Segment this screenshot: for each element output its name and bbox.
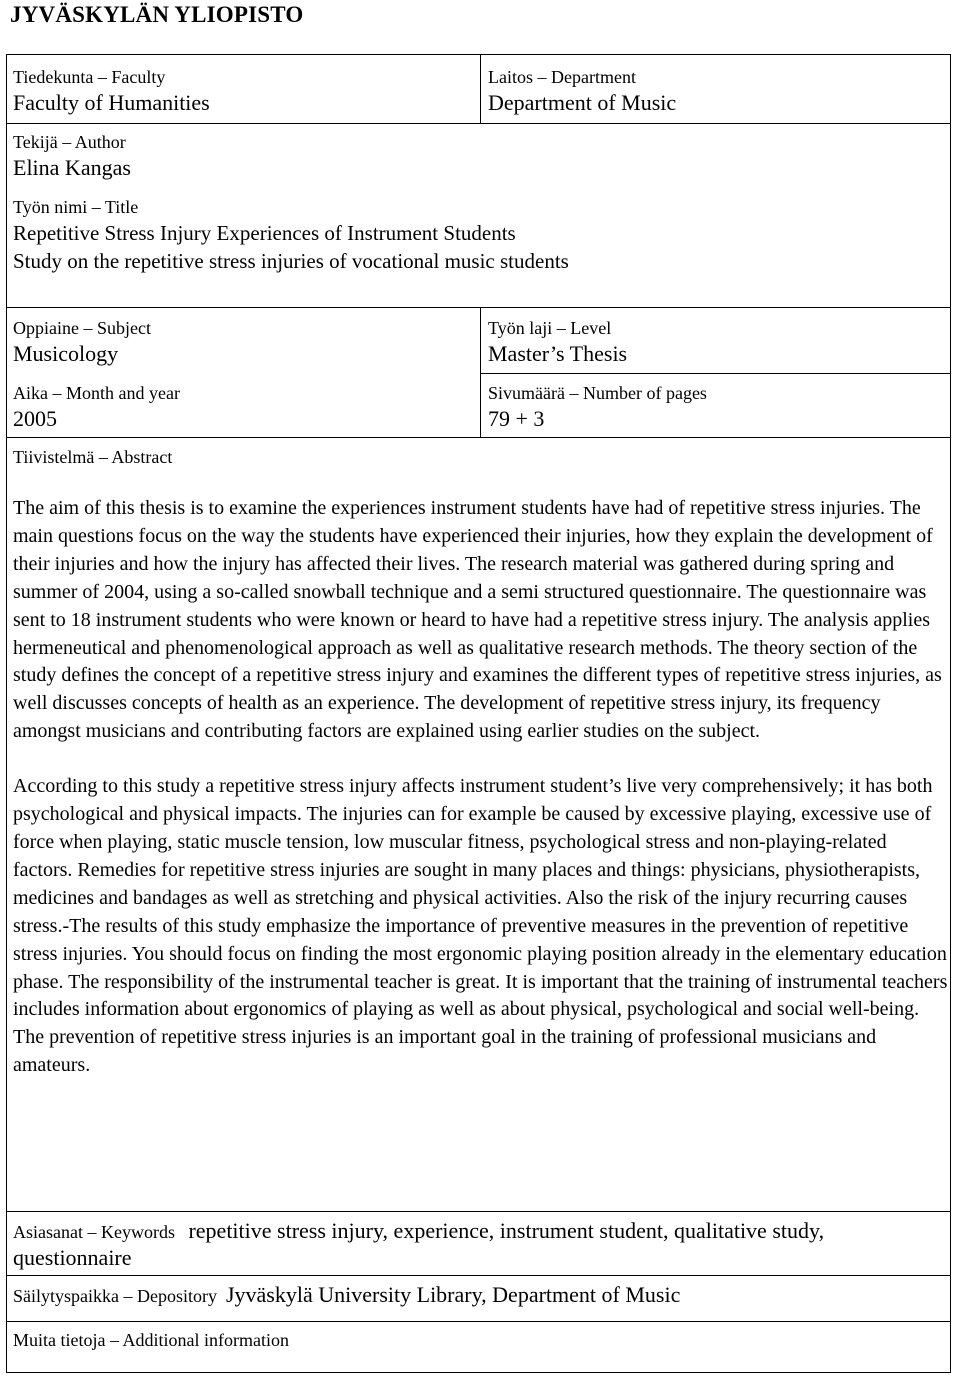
department-label: Laitos – Department	[488, 67, 636, 87]
date-label: Aika – Month and year	[13, 383, 180, 403]
keywords-label: Asiasanat – Keywords	[13, 1222, 175, 1242]
abstract-label: Tiivistelmä – Abstract	[13, 447, 173, 467]
rule-after-title	[7, 307, 950, 308]
author-value: Elina Kangas	[13, 155, 131, 180]
title-label: Työn nimi – Title	[13, 197, 139, 217]
department-value: Department of Music	[488, 90, 677, 115]
rule-after-depository	[7, 1321, 950, 1322]
pages-label: Sivumäärä – Number of pages	[488, 383, 707, 403]
subject-value: Musicology	[13, 341, 119, 366]
depository-value: Jyväskylä University Library, Department of Music	[225, 1282, 681, 1307]
divider-faculty-department	[480, 55, 481, 123]
thesis-abstract-form	[6, 54, 951, 1373]
divider-subject-level	[480, 307, 481, 437]
rule-after-date	[7, 437, 950, 438]
additional-info-label: Muita tietoja – Additional information	[13, 1330, 289, 1350]
level-value: Master’s Thesis	[488, 341, 628, 366]
subject-label: Oppiaine – Subject	[13, 318, 151, 338]
rule-after-faculty	[7, 123, 950, 124]
title-line-2: Study on the repetitive stress injuries of vocational music students	[13, 249, 569, 273]
date-value: 2005	[13, 406, 57, 431]
faculty-value: Faculty of Humanities	[13, 90, 210, 115]
pages-value: 79 + 3	[488, 406, 545, 431]
depository-label: Säilytyspaikka – Depository	[13, 1286, 217, 1306]
abstract-body	[13, 495, 951, 1080]
thesis-title	[13, 219, 569, 275]
faculty-label: Tiedekunta – Faculty	[13, 67, 166, 87]
rule-after-abstract	[7, 1211, 950, 1212]
keywords-value: repetitive stress injury, experience, instrument student, qualitative study, questionnaire	[13, 1218, 825, 1270]
keywords-row	[13, 1218, 948, 1272]
abstract-paragraph-2: According to this study a repetitive stress injury affects instrument student’s live very comprehensively; it has both psychological and physical impacts. The injuries can for example be caused by excessive playing, excessive use of force when playing, static muscle tension, low muscular fitness, psychological stress and non-playing-related factors. Remedies for repetitive stress injuries are sought in many places and things: physicians, physiotherapists, medicines and bandages as well as stretching and physical activities. Also the risk of the injury recurring causes stress.-The results of this study emphasize the importance of preventive measures in the prevention of repetitive stress injuries. You should focus on finding the most ergonomic playing position already in the elementary education phase. The responsibility of the instrumental teacher is great. It is important that the training of instrumental teachers includes information about ergonomics of playing as well as about physical, psychological and social well-being. The prevention of repetitive stress injuries is an important goal in the training of professional musicians and amateurs.	[13, 775, 948, 1077]
title-line-1: Repetitive Stress Injury Experiences of Instrument Students	[13, 221, 516, 245]
abstract-paragraph-1: The aim of this thesis is to examine the experiences instrument students have had of repetitive stress injuries. The main questions focus on the way the students have experienced their injuries, how they explain the development of their injuries and how the injury has affected their lives. The research material was gathered during spring and summer of 2004, using a so-called snowball technique and a semi structured questionnaire. The questionnaire was sent to 18 instrument students who were known or heard to have had a repetitive stress injury. The analysis applies hermeneutical and phenomenological approach as well as qualitative research methods. The theory section of the study defines the concept of a repetitive stress injury and examines the different types of repetitive stress injuries, as well discusses concepts of health as an experience. The development of repetitive stress injury, its frequency amongst musicians and contributing factors are explained using earlier studies on the subject.	[13, 497, 942, 743]
depository-row	[13, 1284, 680, 1307]
author-label: Tekijä – Author	[13, 132, 126, 152]
level-label: Työn laji – Level	[488, 318, 612, 338]
university-heading: JYVÄSKYLÄN YLIOPISTO	[10, 2, 304, 27]
rule-right-level	[480, 373, 950, 374]
rule-after-keywords	[7, 1275, 950, 1276]
